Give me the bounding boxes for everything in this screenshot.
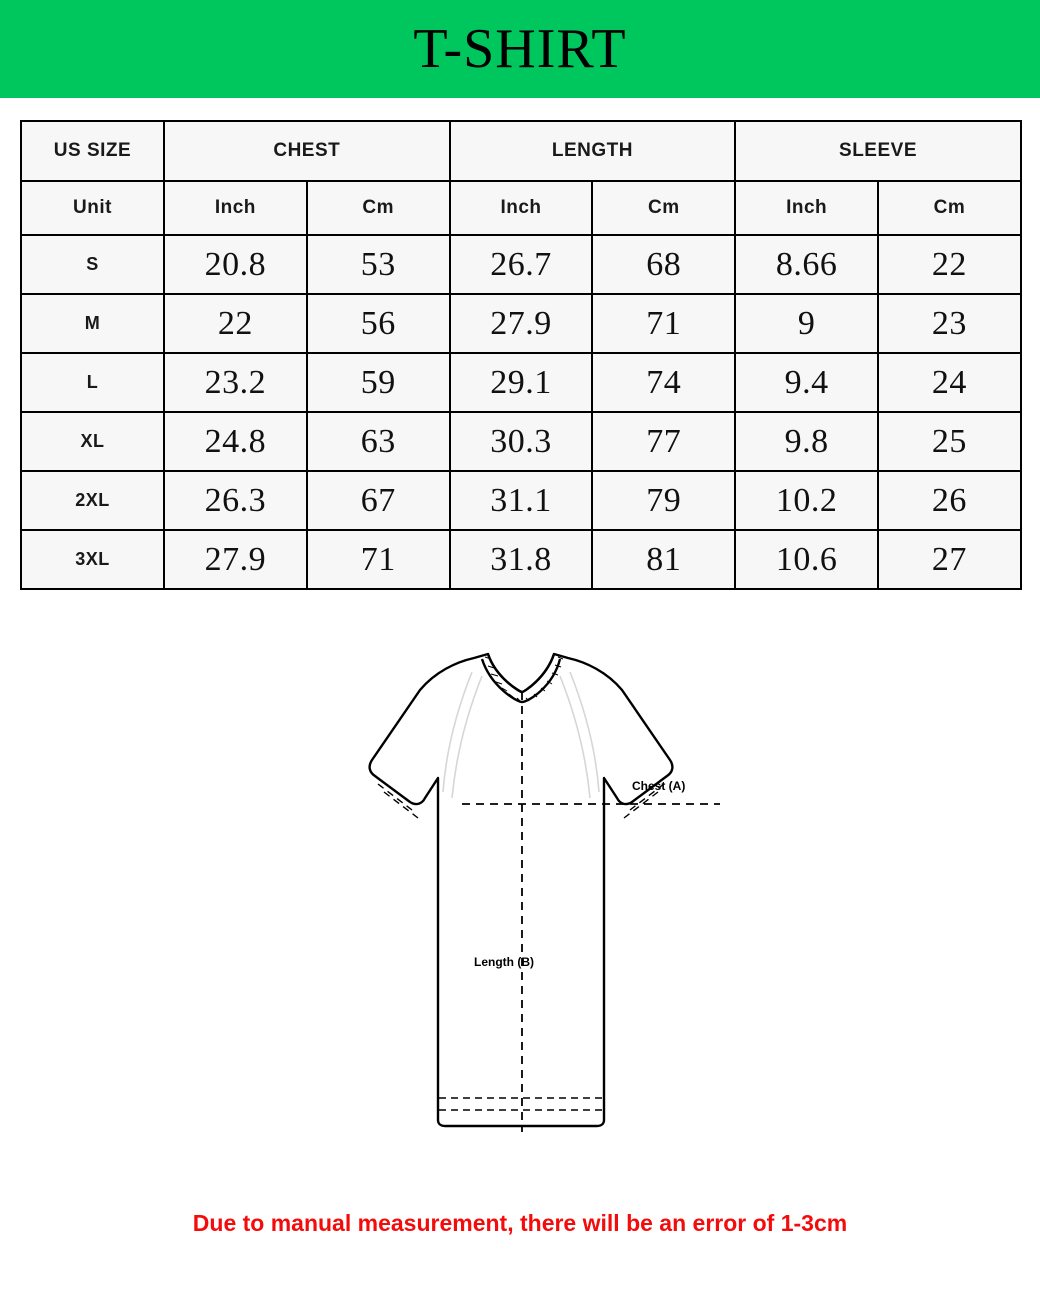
cell-chest-inch: 27.9 [164, 530, 307, 589]
cell-chest-cm: 59 [307, 353, 450, 412]
tshirt-diagram [0, 632, 1040, 1192]
unit-chest-cm: Cm [307, 181, 450, 235]
cell-sleeve-inch: 9.8 [735, 412, 878, 471]
cell-length-cm: 68 [592, 235, 735, 294]
header-band [0, 0, 1040, 98]
page-title: T-SHIRT [413, 18, 627, 80]
cell-sleeve-inch: 10.6 [735, 530, 878, 589]
cell-size: XL [21, 412, 164, 471]
table-row [21, 294, 1021, 353]
measurement-disclaimer: Due to manual measurement, there will be an error of 1-3cm [192, 1210, 848, 1236]
unit-length-cm: Cm [592, 181, 735, 235]
unit-chest-inch: Inch [164, 181, 307, 235]
cell-chest-inch: 22 [164, 294, 307, 353]
cell-sleeve-cm: 25 [878, 412, 1021, 471]
tshirt-body-outline [370, 654, 673, 1126]
cell-chest-inch: 24.8 [164, 412, 307, 471]
cell-length-inch: 31.1 [450, 471, 593, 530]
cell-sleeve-cm: 23 [878, 294, 1021, 353]
header-us-size: US SIZE [21, 121, 164, 181]
table-row [21, 471, 1021, 530]
cell-sleeve-inch: 10.2 [735, 471, 878, 530]
cell-chest-inch: 20.8 [164, 235, 307, 294]
cell-size: S [21, 235, 164, 294]
table-group-header-row [21, 121, 1021, 181]
cell-chest-cm: 71 [307, 530, 450, 589]
cell-length-cm: 77 [592, 412, 735, 471]
cell-chest-cm: 63 [307, 412, 450, 471]
size-table-container [0, 98, 1040, 590]
table-row [21, 353, 1021, 412]
size-chart-table [20, 120, 1022, 590]
cell-sleeve-cm: 27 [878, 530, 1021, 589]
table-row [21, 530, 1021, 589]
cell-size: L [21, 353, 164, 412]
table-row [21, 412, 1021, 471]
cell-chest-cm: 67 [307, 471, 450, 530]
header-sleeve: SLEEVE [735, 121, 1021, 181]
table-row [21, 235, 1021, 294]
cell-length-inch: 30.3 [450, 412, 593, 471]
cell-sleeve-inch: 9.4 [735, 353, 878, 412]
cell-size: 2XL [21, 471, 164, 530]
unit-label: Unit [21, 181, 164, 235]
cell-sleeve-inch: 8.66 [735, 235, 878, 294]
cell-length-cm: 74 [592, 353, 735, 412]
unit-sleeve-cm: Cm [878, 181, 1021, 235]
cell-chest-inch: 26.3 [164, 471, 307, 530]
cell-chest-inch: 23.2 [164, 353, 307, 412]
header-length: LENGTH [450, 121, 736, 181]
header-chest: CHEST [164, 121, 450, 181]
cell-sleeve-cm: 26 [878, 471, 1021, 530]
cell-length-cm: 81 [592, 530, 735, 589]
table-unit-row [21, 181, 1021, 235]
cell-length-cm: 79 [592, 471, 735, 530]
cell-sleeve-cm: 22 [878, 235, 1021, 294]
chest-label: Chest (A) [632, 779, 686, 793]
cell-sleeve-inch: 9 [735, 294, 878, 353]
length-label: Length (B) [474, 955, 534, 969]
unit-length-inch: Inch [450, 181, 593, 235]
unit-sleeve-inch: Inch [735, 181, 878, 235]
tshirt-illustration-svg [260, 632, 780, 1172]
cell-size: 3XL [21, 530, 164, 589]
cell-length-inch: 27.9 [450, 294, 593, 353]
cell-sleeve-cm: 24 [878, 353, 1021, 412]
cell-size: M [21, 294, 164, 353]
cell-length-inch: 29.1 [450, 353, 593, 412]
cell-length-inch: 26.7 [450, 235, 593, 294]
cell-chest-cm: 56 [307, 294, 450, 353]
cell-length-cm: 71 [592, 294, 735, 353]
cell-chest-cm: 53 [307, 235, 450, 294]
cell-length-inch: 31.8 [450, 530, 593, 589]
